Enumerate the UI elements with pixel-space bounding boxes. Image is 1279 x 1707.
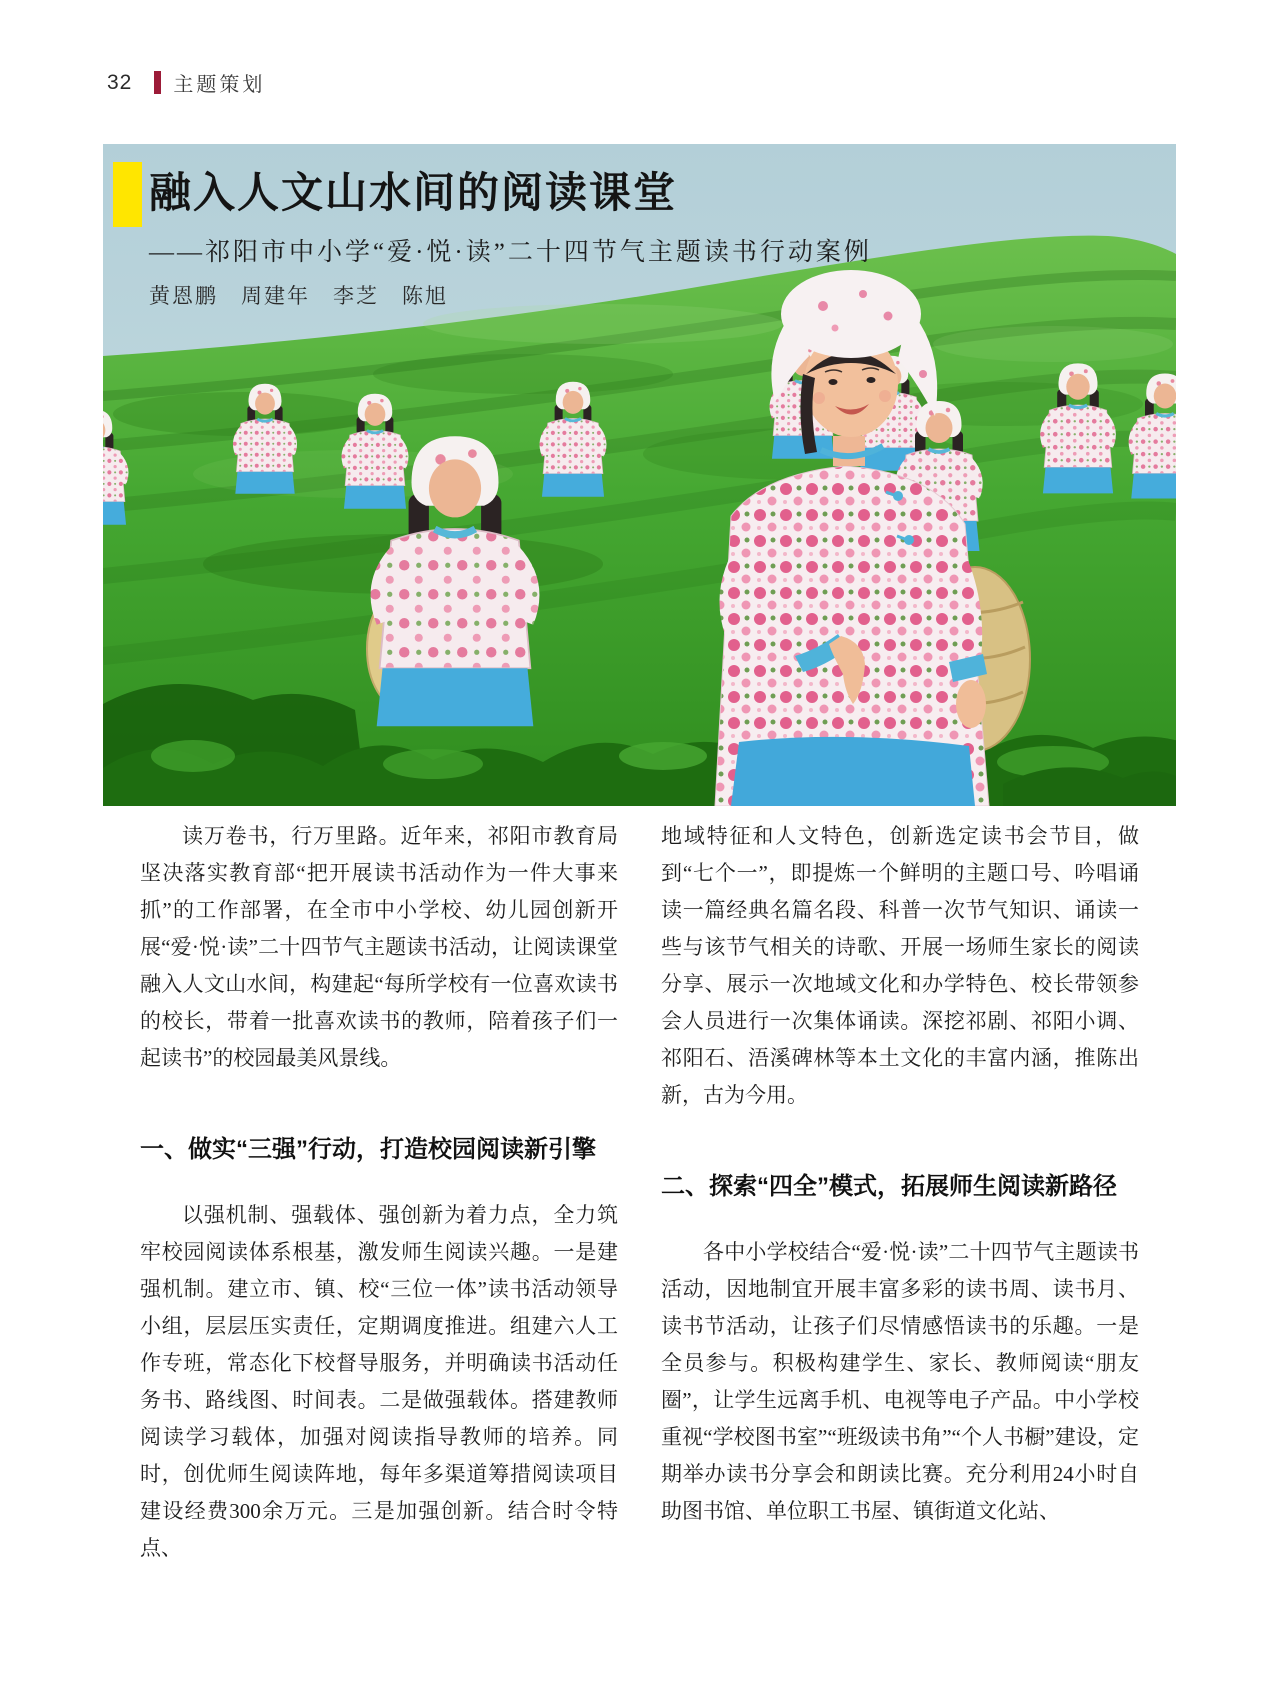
section-label: 主题策划 [173,74,266,96]
section-heading-2: 二、探索“四全”模式，拓展师生阅读新路径 [661,1173,1117,1200]
page-number: 32 [107,70,133,94]
paragraph: 以强机制、强载体、强创新为着力点，全力筑牢校园阅读体系根基，激发师生阅读兴趣。一是建强机制。建立市、镇、校“三位一体”读书活动领导小组，层层压实责任，定期调度推进。组建六人工作专班，常态化下校督导服务，并明确读书活动任务书、路线图、时间表。二是做强载体。搭建教师阅读学习载体，加强对阅读指导教师的培养。同时，创优师生阅读阵地，每年多渠道筹措阅读项目建设经费300余万元。三是加强创新。结合时令特点、 [140,1203,618,1560]
paragraph: 地域特征和人文特色，创新选定读书会节目，做到“七个一”，即提炼一个鲜明的主题口号、吟唱诵读一篇经典名篇名段、科普一次节气知识、诵读一些与该节气相关的诗歌、开展一场师生家长的阅读分享、展示一次地域文化和办学特色、校长带领参会人员进行一次集体诵读。深挖祁剧、祁阳小调、祁阳石、浯溪碑林等本土文化的丰富内涵，推陈出新，古为今用。 [661,824,1139,1107]
running-head [107,68,265,97]
article-body [140,818,1139,1567]
article-subtitle: ——祁阳市中小学“爱·悦·读”二十四节气主题读书行动案例 [149,239,872,266]
section-accent-bar [154,71,161,94]
yellow-accent-block [113,162,142,227]
article-title: 融入人文山水间的阅读课堂 [149,169,678,216]
left-column [140,818,618,1567]
section-heading-1: 一、做实“三强”行动，打造校园阅读新引擎 [140,1136,596,1163]
right-column [661,818,1139,1567]
paragraph: 各中小学校结合“爱·悦·读”二十四节气主题读书活动，因地制宜开展丰富多彩的读书周、读书月、读书节活动，让孩子们尽情感悟读书的乐趣。一是全员参与。积极构建学生、家长、教师阅读“朋友圈”，让学生远离手机、电视等电子产品。中小学校重视“学校图书室”“班级读书角”“个人书橱”建设，定期举办读书分享会和朗读比赛。充分利用24小时自助图书馆、单位职工书屋、镇街道文化站、 [661,1240,1139,1523]
hero-photo [103,144,1176,806]
article-authors: 黄恩鹏 周建年 李芝 陈旭 [149,285,448,308]
paragraph: 读万卷书，行万里路。近年来，祁阳市教育局坚决落实教育部“把开展读书活动作为一件大事来抓”的工作部署，在全市中小学校、幼儿园创新开展“爱·悦·读”二十四节气主题读书活动，让阅读课堂融入人文山水间，构建起“每所学校有一位喜欢读书的校长，带着一批喜欢读书的教师，陪着孩子们一起读书”的校园最美风景线。 [140,824,618,1070]
